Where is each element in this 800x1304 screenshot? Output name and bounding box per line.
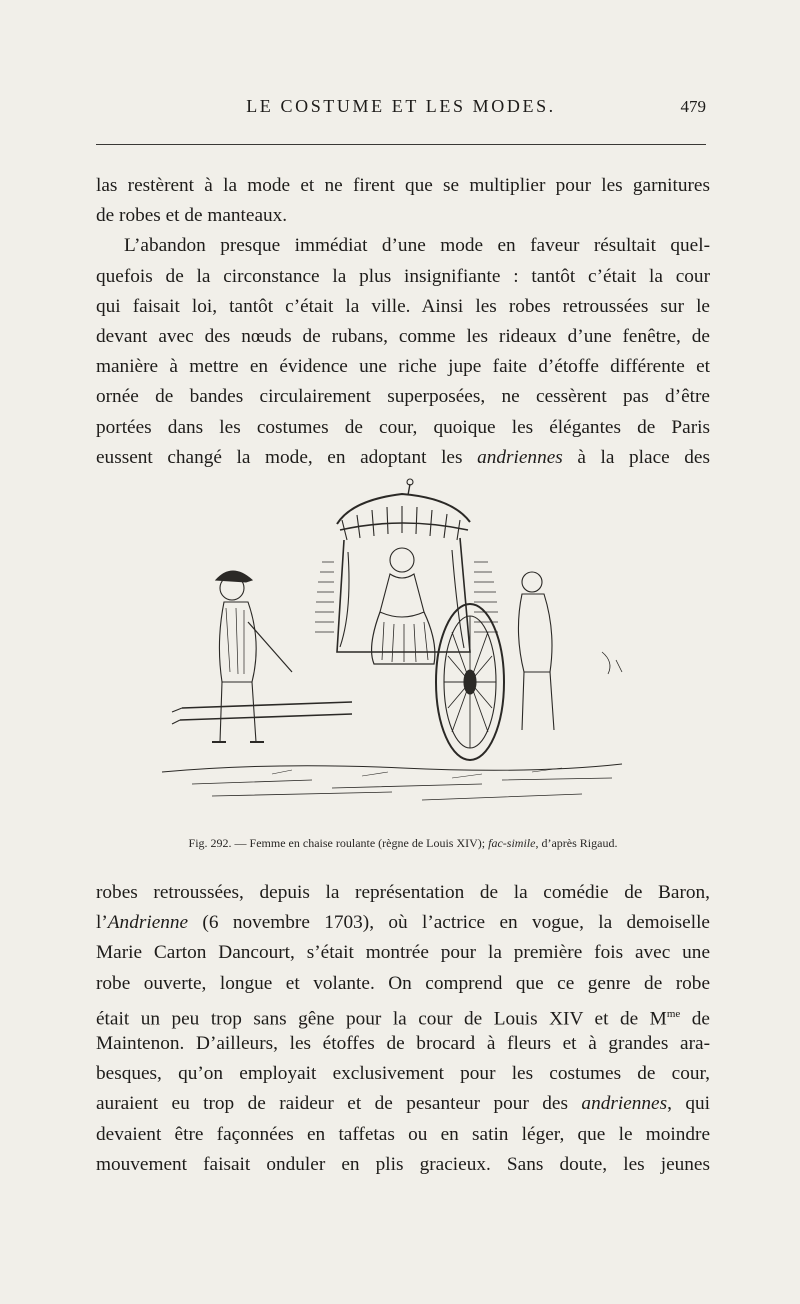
text-line: auraient eu trop de raideur et de pesanteur pour des andriennes, qui — [96, 1093, 710, 1115]
text-line: manière à mettre en évidence une riche jupe faite d’étoffe différente et — [96, 356, 710, 378]
engraving-illustration — [152, 412, 652, 827]
text-line: qui faisait loi, tantôt c’était la ville. Ainsi les robes retroussées sur le — [96, 295, 710, 317]
text-line: robe ouverte, longue et volante. On comprend que ce genre de robe — [96, 972, 710, 994]
italic-title: andriennes — [477, 446, 563, 468]
running-header — [96, 96, 706, 122]
text-block-bottom — [96, 878, 710, 1180]
text-line: l’Andrienne (6 novembre 1703), où l’actrice en vogue, la demoiselle — [96, 912, 710, 934]
text-line: besques, qu’on employait exclusivement pour les costumes de cour, — [96, 1063, 710, 1085]
text-line: Maintenon. D’ailleurs, les étoffes de brocard à fleurs et à grandes ara- — [96, 1032, 710, 1054]
text-line: mouvement faisait onduler en plis gracieux. Sans doute, les jeunes — [96, 1153, 710, 1175]
figure-caption: Fig. 292. — Femme en chaise roulante (règne de Louis XIV); fac-simile, d’après Rigaud. — [188, 836, 618, 850]
text-line: quefois de la circonstance la plus insignifiante : tantôt c’était la cour — [96, 265, 710, 287]
page-number: 479 — [680, 97, 706, 116]
text-line: était un peu trop sans gêne pour la cour de Louis XIV et de $M^{me}$ de — [96, 1007, 710, 1030]
italic-title: andriennes — [581, 1093, 668, 1115]
text-line: ornée de bandes circulairement superposées, ne cessèrent pas d’être — [96, 386, 710, 408]
italic-title: Andrienne — [107, 912, 189, 934]
header-rule — [96, 144, 706, 145]
text-line: Marie Carton Dancourt, s’était montrée pour la première fois avec une — [96, 942, 710, 964]
text-line: las restèrent à la mode et ne firent que se multiplier pour les garnitures — [96, 175, 710, 196]
text-line: robes retroussées, depuis la représentation de la comédie de Baron, — [96, 882, 710, 903]
text-line: devaient être façonnées en taffetas ou en satin léger, que le moindre — [96, 1123, 710, 1145]
text-line: portées dans les costumes de cour, quoique les élégantes de Paris — [96, 416, 710, 438]
text-line: eussent changé la mode, en adoptant les andriennes à la place des — [96, 446, 710, 468]
text-line: de robes et de manteaux. — [96, 205, 288, 227]
text-line: L’abandon presque immédiat d’une mode en faveur résultait quel- — [124, 235, 710, 257]
running-title: LE COSTUME ET LES MODES. — [246, 96, 556, 116]
text-line: devant avec des nœuds de rubans, comme les rideaux d’une fenêtre, de — [96, 325, 710, 347]
